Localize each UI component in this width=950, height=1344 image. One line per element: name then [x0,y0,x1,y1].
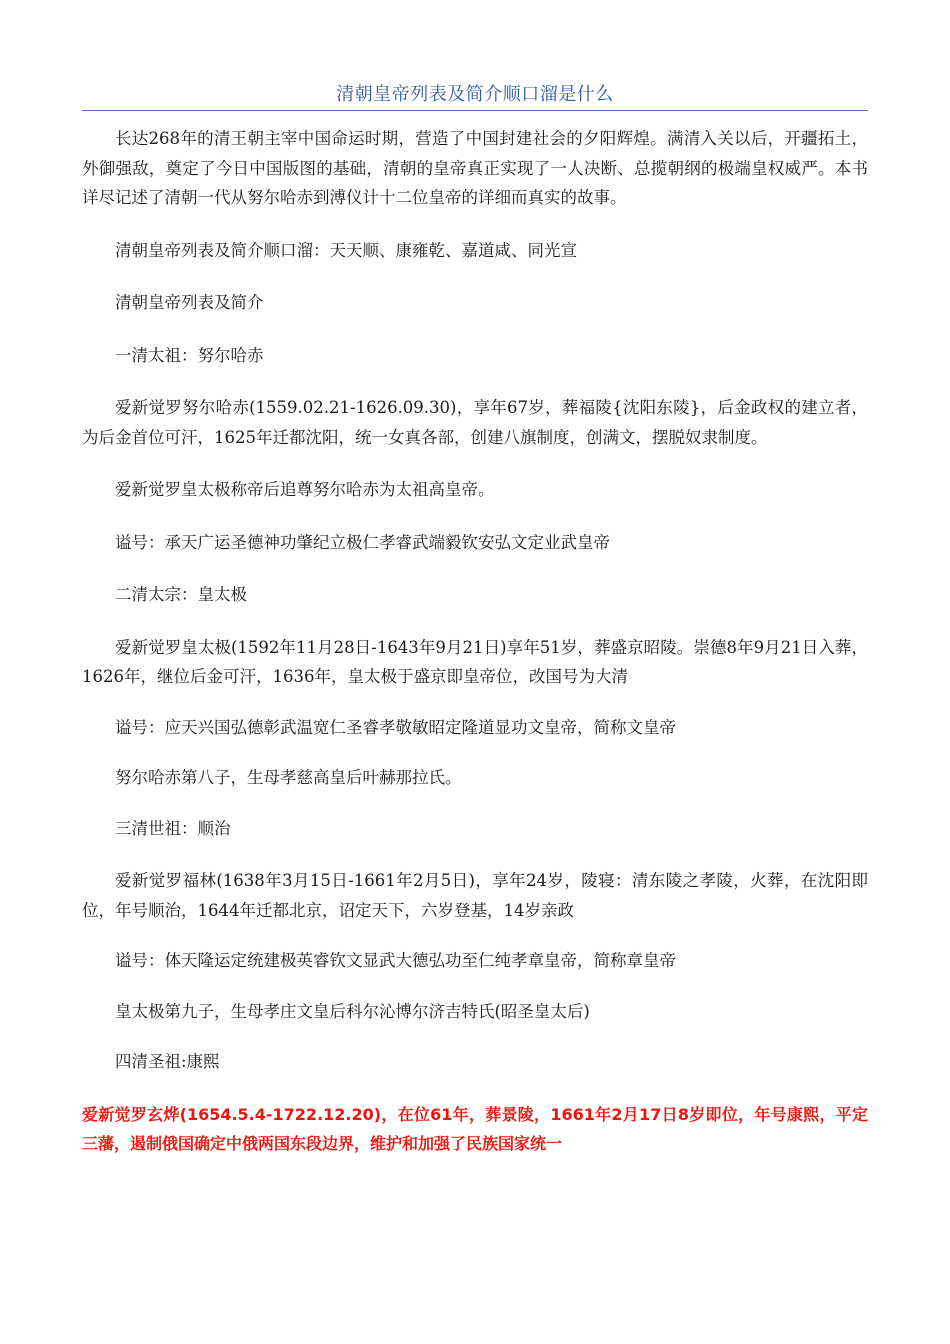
emperor-heading-nurhaci: 一清太祖：努尔哈赤 [115,345,264,365]
kangxi-bio-highlight: 爱新觉罗玄烨(1654.5.4-1722.12.20)，在位61年，葬景陵，1661年2月17日8岁即位，年号康熙，平定三藩，遏制俄国确定中俄两国东段边界，维护和加强了民族国家统一 [82,1104,868,1153]
intro-paragraph: 长达268年的清王朝主宰中国命运时期，营造了中国封建社会的夕阳辉煌。满清入关以后，开疆拓土，外御强敌，奠定了今日中国版图的基础，清朝的皇帝真正实现了一人决断、总揽朝纲的极端皇权威严。本书详尽记述了清朝一代从努尔哈赤到溥仪计十二位皇帝的详细而真实的故事。 [82,129,868,207]
document-body [82,124,868,1158]
emperor-heading-shunzhi: 三清世祖：顺治 [115,818,231,838]
rhyme-paragraph: 清朝皇帝列表及简介顺口溜：天天顺、康雍乾、嘉道咸、同光宣 [115,240,577,260]
section-heading: 清朝皇帝列表及简介 [115,293,264,312]
nurhaci-bio: 爱新觉罗努尔哈赤(1559.02.21-1626.09.30)，享年67岁，葬福陵{沈阳东陵}，后金政权的建立者，为后金首位可汗，1625年迁都沈阳，统一女真各部，创建八旗制度，创满文，摆脱奴隶制度。 [82,398,868,447]
shunzhi-parentage: 皇太极第九子，生母孝庄文皇后科尔沁博尔济吉特氏(昭圣皇太后) [115,1001,590,1021]
shunzhi-posthumous-name: 谥号：体天隆运定统建极英睿钦文显武大德弘功至仁纯孝章皇帝，简称章皇帝 [115,951,676,970]
emperor-heading-kangxi: 四清圣祖:康熙 [115,1052,220,1071]
shunzhi-bio: 爱新觉罗福林(1638年3月15日-1661年2月5日)，享年24岁，陵寝：清东陵之孝陵，火葬，在沈阳即位，年号顺治，1644年迁都北京，诏定天下，六岁登基，14岁亲政 [82,871,868,920]
emperor-heading-hongtaiji: 二清太宗：皇太极 [115,585,247,604]
page-header [82,82,868,111]
hongtaiji-parentage: 努尔哈赤第八子，生母孝慈高皇后叶赫那拉氏。 [115,768,462,787]
hongtaiji-bio: 爱新觉罗皇太极(1592年11月28日-1643年9月21日)享年51岁，葬盛京昭陵。崇德8年9月21日入葬，1626年，继位后金可汗，1636年，皇太极于盛京即皇帝位，改国号为大清 [82,637,868,686]
hongtaiji-posthumous-name: 谥号：应天兴国弘德彰武温宽仁圣睿孝敬敏昭定隆道显功文皇帝，简称文皇帝 [115,717,676,737]
page-title: 清朝皇帝列表及简介顺口溜是什么 [336,84,614,105]
nurhaci-note: 爱新觉罗皇太极称帝后追尊努尔哈赤为太祖高皇帝。 [115,480,495,499]
nurhaci-posthumous-name: 谥号：承天广运圣德神功肇纪立极仁孝睿武端毅钦安弘文定业武皇帝 [115,532,610,552]
